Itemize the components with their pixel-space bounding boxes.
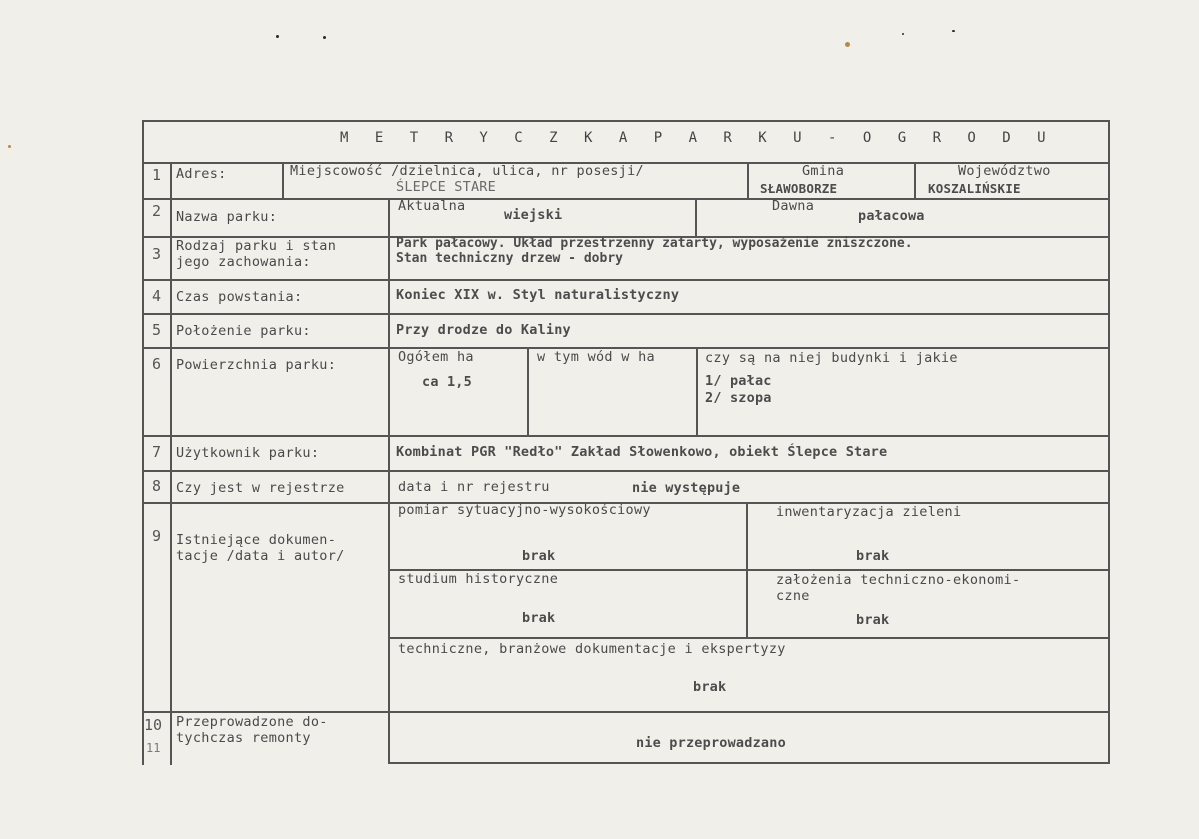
- doc-history-value: brak: [522, 610, 556, 626]
- rule: [747, 162, 749, 198]
- type-condition-line: Stan techniczny drzew - dobry: [396, 251, 623, 266]
- row-number: 8: [152, 477, 162, 495]
- doc-techeco-header: założenia techniczno-ekonomi-: [776, 572, 1021, 588]
- rule: [282, 162, 284, 198]
- rule: [696, 347, 698, 435]
- row-number: 5: [152, 321, 162, 339]
- row-label: Adres:: [176, 166, 227, 182]
- gmina-value: SŁAWOBORZE: [760, 181, 838, 196]
- doc-technical-header: techniczne, branżowe dokumentacje i ekspertyzy: [398, 641, 786, 657]
- row-label: jego zachowania:: [176, 254, 311, 270]
- row-number: 1: [152, 166, 162, 184]
- rule: [142, 198, 1110, 200]
- doc-survey-header: pomiar sytuacyjno-wysokościowy: [398, 502, 651, 518]
- rule: [390, 637, 1108, 639]
- name-current-value: wiejski: [504, 207, 563, 223]
- row-label: Przeprowadzone do-: [176, 714, 328, 730]
- voivodeship-value: KOSZALIŃSKIE: [928, 181, 1021, 196]
- row-label: Użytkownik parku:: [176, 445, 320, 461]
- rule: [695, 198, 697, 236]
- row-label: Powierzchnia parku:: [176, 357, 337, 373]
- doc-technical-value: brak: [693, 679, 727, 695]
- rule: [142, 470, 1110, 472]
- rule: [1108, 120, 1110, 763]
- row-label: Nazwa parku:: [176, 209, 278, 225]
- registry-header: data i nr rejestru: [398, 479, 550, 495]
- rule: [388, 198, 390, 763]
- locality-value: ŚLEPCE STARE: [396, 179, 496, 195]
- time-created-value: Koniec XIX w. Styl naturalistyczny: [396, 287, 680, 303]
- rule: [142, 279, 1110, 281]
- doc-greenery-header: inwentaryzacja zieleni: [776, 504, 962, 520]
- building-item: 2/ szopa: [705, 390, 772, 406]
- doc-survey-value: brak: [522, 548, 556, 564]
- name-former-value: pałacowa: [858, 208, 925, 224]
- row-number: 9: [152, 527, 162, 545]
- form-title: M E T R Y C Z K A P A R K U - O G R O D U: [340, 130, 1055, 146]
- name-current-header: Aktualna: [398, 198, 466, 214]
- rule: [914, 162, 916, 198]
- area-water-header: w tym wód w ha: [537, 349, 655, 365]
- voivodeship-header: Województwo: [958, 163, 1051, 179]
- area-total-value: ca 1,5: [422, 374, 472, 390]
- row-number: 10: [144, 716, 163, 734]
- area-total-header: Ogółem ha: [398, 349, 474, 365]
- row-number: 4: [152, 287, 162, 305]
- registry-value: nie występuje: [632, 480, 741, 496]
- doc-techeco-value: brak: [856, 612, 890, 628]
- locality-header: Miejscowość /dzielnica, ulica, nr posesji/: [290, 163, 644, 179]
- row-number: 7: [152, 443, 162, 461]
- row-label: Rodzaj parku i stan: [176, 238, 337, 254]
- rule: [142, 120, 144, 765]
- rule: [142, 313, 1110, 315]
- row-number: 11: [146, 741, 161, 755]
- gmina-header: Gmina: [802, 163, 845, 179]
- row-number: 3: [152, 245, 162, 263]
- rule: [746, 502, 748, 637]
- row-label: Położenie parku:: [176, 323, 311, 339]
- rule: [170, 162, 172, 765]
- rule: [142, 120, 1110, 122]
- location-value: Przy drodze do Kaliny: [396, 322, 571, 338]
- rule: [142, 435, 1110, 437]
- row-label: Czas powstania:: [176, 289, 303, 305]
- type-condition-line: Park pałacowy. Układ przestrzenny zatarty, wyposażenie zniszczone.: [396, 236, 913, 251]
- row-label: Czy jest w rejestrze: [176, 480, 345, 496]
- repairs-value: nie przeprowadzano: [636, 735, 786, 751]
- building-item: 1/ pałac: [705, 373, 772, 389]
- rule: [527, 347, 529, 435]
- row-number: 2: [152, 202, 162, 220]
- park-user-value: Kombinat PGR "Redło" Zakład Słowenkowo, obiekt Ślepce Stare: [396, 444, 888, 460]
- row-label: tychczas remonty: [176, 730, 311, 746]
- rule: [388, 762, 1110, 764]
- row-label: tacje /data i autor/: [176, 548, 345, 564]
- row-number: 6: [152, 355, 162, 373]
- doc-greenery-value: brak: [856, 548, 890, 564]
- rule: [142, 711, 1110, 713]
- area-buildings-header: czy są na niej budynki i jakie: [705, 350, 958, 366]
- row-label: Istniejące dokumen-: [176, 532, 337, 548]
- doc-history-header: studium historyczne: [398, 571, 559, 587]
- name-former-header: Dawna: [772, 198, 815, 214]
- doc-techeco-header: czne: [776, 588, 810, 604]
